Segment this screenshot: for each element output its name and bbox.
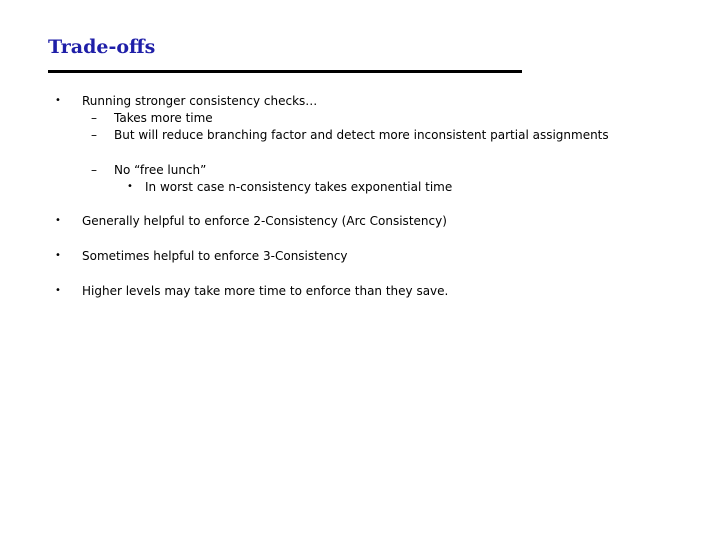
title-underline	[48, 70, 522, 73]
sub-sub-bullet-marker: •	[127, 181, 133, 192]
bullet-higher-levels: Higher levels may take more time to enforce than they save.	[82, 284, 449, 298]
sub-bullet-no-free-lunch: No “free lunch”	[114, 163, 207, 177]
bullet-marker: •	[55, 285, 61, 296]
bullet-marker: •	[55, 250, 61, 261]
sub-bullet-marker: –	[91, 128, 97, 142]
bullet-arc-consistency: Generally helpful to enforce 2-Consistency (Arc Consistency)	[82, 214, 447, 228]
bullet-running-stronger-checks: Running stronger consistency checks…	[82, 94, 318, 108]
sub-bullet-marker: –	[91, 163, 97, 177]
bullet-marker: •	[55, 95, 61, 106]
sub-bullet-marker: –	[91, 111, 97, 125]
slide-title: Trade-offs	[48, 36, 156, 58]
sub-sub-bullet-worst-case: In worst case n-consistency takes exponential time	[145, 180, 453, 194]
sub-bullet-takes-more-time: Takes more time	[114, 111, 213, 125]
sub-bullet-reduce-branching: But will reduce branching factor and detect more inconsistent partial assignments	[114, 128, 609, 142]
bullet-marker: •	[55, 215, 61, 226]
bullet-3-consistency: Sometimes helpful to enforce 3-Consistency	[82, 249, 348, 263]
